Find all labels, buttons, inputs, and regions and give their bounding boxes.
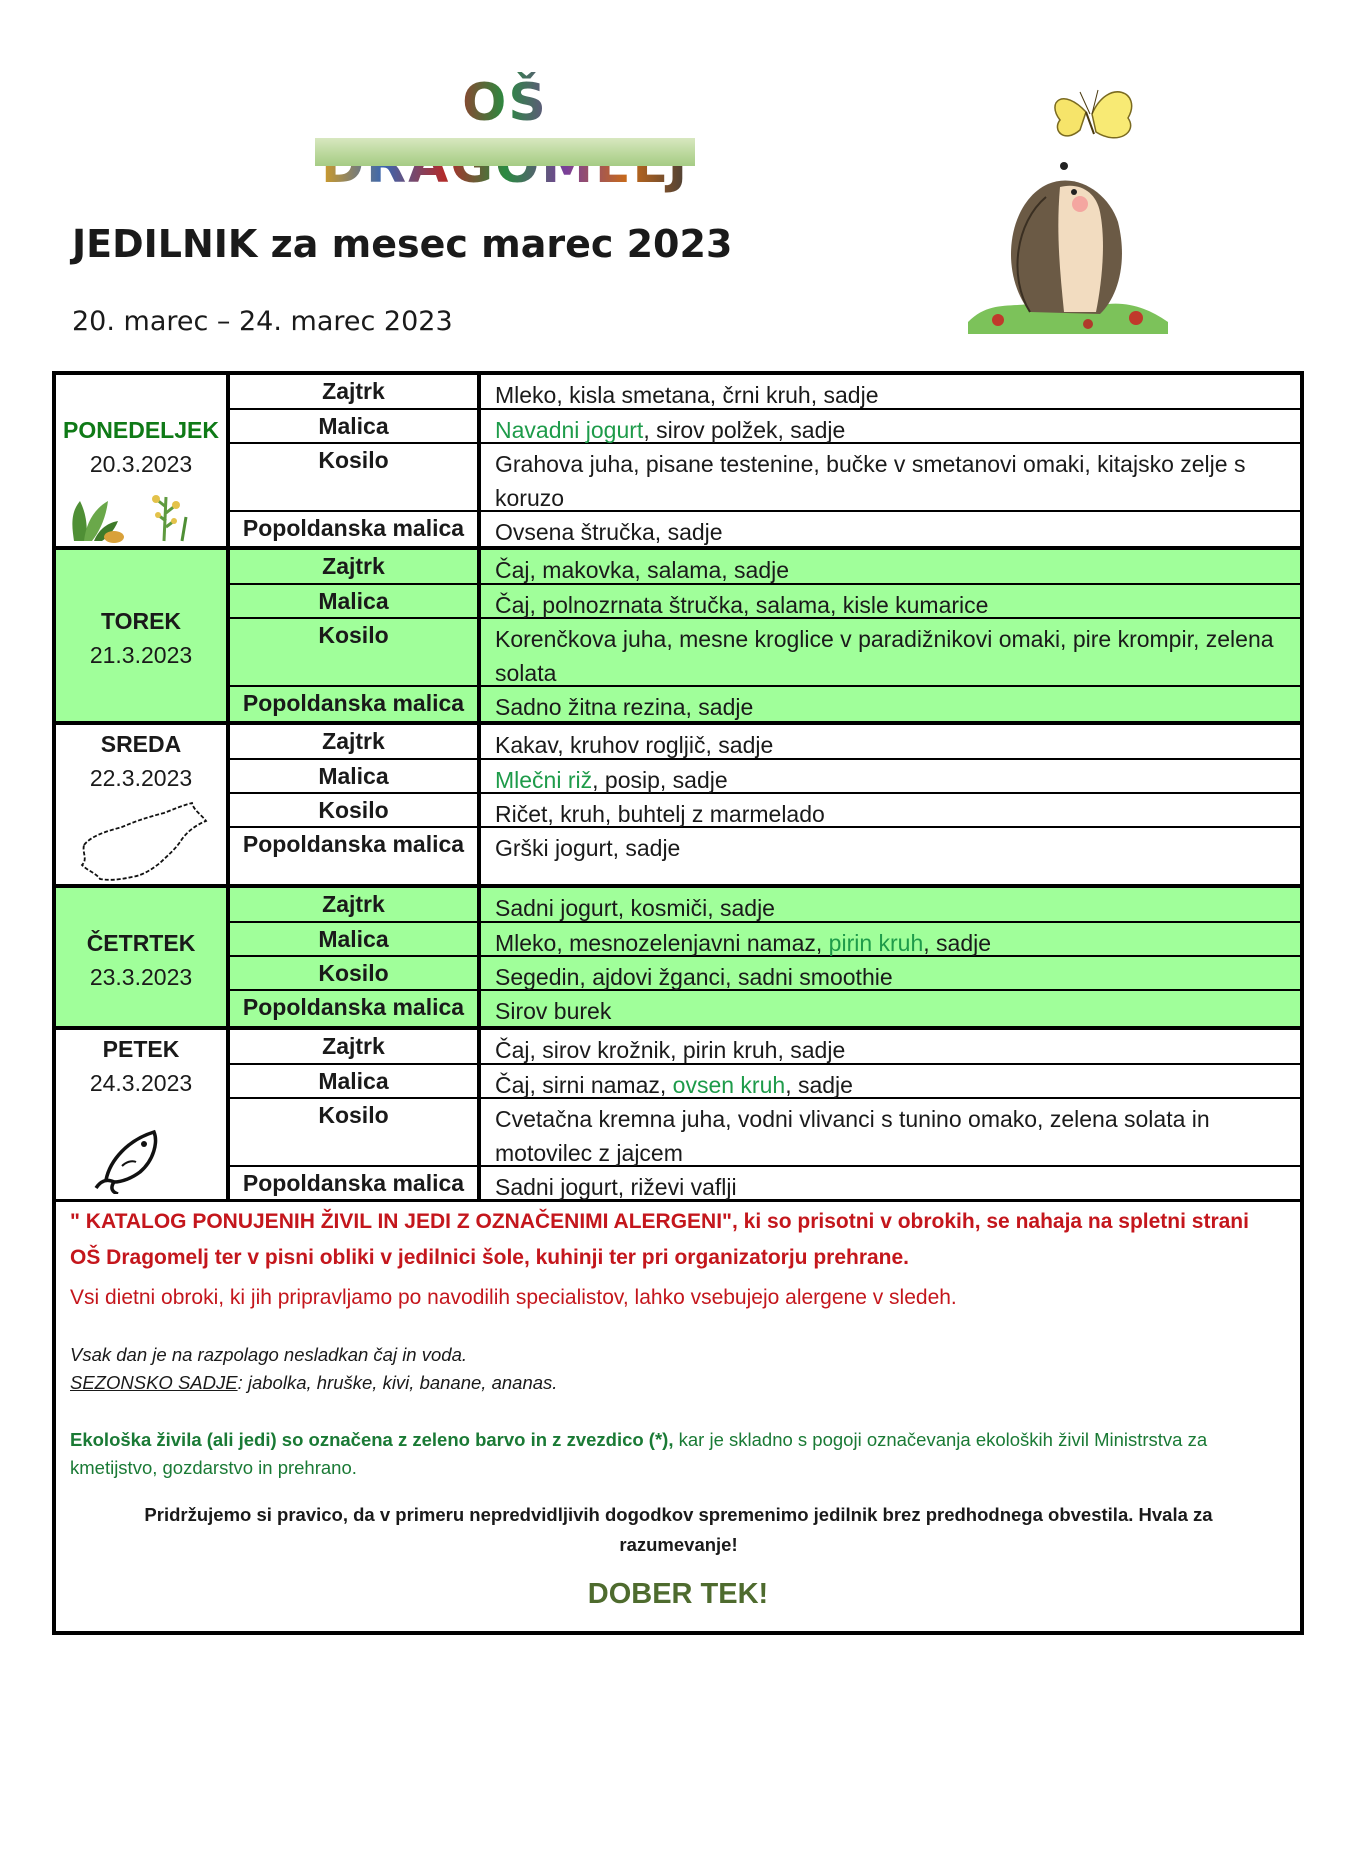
meal-items: Grahova juha, pisane testenine, bučke v smetanovi omaki, kitajsko zelje s koruzo xyxy=(495,451,1246,511)
eco-item: Navadni jogurt xyxy=(495,417,644,443)
eco-food-note xyxy=(70,1426,1285,1482)
slovenia-map-icon xyxy=(78,801,208,883)
day-name: PETEK xyxy=(102,1036,180,1062)
meal-items: Cvetačna kremna juha, vodni vlivanci s tunino omako, zelena solata in motovilec z jajcem xyxy=(495,1106,1210,1166)
diet-allergen-note: Vsi dietni obroki, ki jih pripravljamo po navodilih specialistov, lahko vsebujejo alergene v sledeh. xyxy=(70,1286,957,1309)
meal-items xyxy=(495,926,1290,960)
meal-row-malica xyxy=(230,760,1300,794)
eco-item: ovsen kruh xyxy=(672,1072,786,1098)
meal-row-popoldanska xyxy=(230,828,1300,884)
day-cell-tuesday xyxy=(56,550,230,721)
meal-items-rest: , sadje xyxy=(785,1072,853,1098)
meal-label: Kosilo xyxy=(230,794,481,826)
butterfly-icon xyxy=(1055,90,1132,138)
eco-item: pirin kruh xyxy=(828,930,924,956)
closing-greeting: DOBER TEK! xyxy=(587,1578,769,1610)
meal-items: Ovsena štručka, sadje xyxy=(495,519,723,545)
meal-items: Ričet, kruh, buhtelj z marmelado xyxy=(495,801,825,827)
meal-label: Popoldanska malica xyxy=(230,512,481,546)
meal-label: Malica xyxy=(230,585,481,617)
meal-items-pre: Mleko, mesnozelenjavni namaz, xyxy=(495,930,829,956)
meal-label: Kosilo xyxy=(230,619,481,685)
fish-icon xyxy=(92,1122,172,1194)
meal-row-malica xyxy=(230,923,1300,957)
meal-items: Sirov burek xyxy=(495,998,612,1024)
meal-items xyxy=(495,1068,1290,1102)
day-name: TOREK xyxy=(100,608,182,634)
meal-label: Malica xyxy=(230,1065,481,1097)
meal-label: Malica xyxy=(230,760,481,792)
day-block-thursday xyxy=(56,888,1300,1030)
meal-row-popoldanska xyxy=(230,991,1300,1026)
meal-items-rest: , sirov polžek, sadje xyxy=(643,417,846,443)
day-name: PONEDELJEK xyxy=(63,417,219,443)
meal-row-zajtrk xyxy=(230,375,1300,410)
meal-row-popoldanska xyxy=(230,687,1300,721)
meal-items: Mleko, kisla smetana, črni kruh, sadje xyxy=(495,382,879,408)
meal-row-kosilo xyxy=(230,444,1300,512)
menu-table xyxy=(52,371,1304,1635)
meal-label: Zajtrk xyxy=(230,375,481,408)
meal-items-rest: , posip, sadje xyxy=(592,767,728,793)
day-block-monday xyxy=(56,375,1300,550)
day-cell-friday xyxy=(56,1030,230,1199)
tea-water-note: Vsak dan je na razpolago nesladkan čaj in voda. xyxy=(70,1344,467,1365)
meal-items xyxy=(495,763,1290,797)
meal-label: Kosilo xyxy=(230,1099,481,1165)
seasonal-fruit-note xyxy=(70,1372,557,1394)
seasonal-fruit-list: : jabolka, hruške, kivi, banane, ananas. xyxy=(237,1372,558,1393)
meal-items: Grški jogurt, sadje xyxy=(495,835,681,861)
meal-label: Kosilo xyxy=(230,957,481,989)
meal-row-kosilo xyxy=(230,794,1300,828)
meal-label: Zajtrk xyxy=(230,725,481,758)
page-title: JEDILNIK za mesec marec 2023 xyxy=(72,222,733,266)
meal-label: Popoldanska malica xyxy=(230,1167,481,1199)
meal-items xyxy=(495,413,1290,447)
meal-label: Popoldanska malica xyxy=(230,991,481,1026)
week-date-range: 20. marec – 24. marec 2023 xyxy=(72,306,453,337)
meal-label: Popoldanska malica xyxy=(230,828,481,884)
meal-items: Čaj, polnozrnata štručka, salama, kisle kumarice xyxy=(495,592,989,618)
day-block-friday xyxy=(56,1030,1300,1202)
meal-row-popoldanska xyxy=(230,1167,1300,1199)
day-cell-wednesday xyxy=(56,725,230,884)
day-block-tuesday xyxy=(56,550,1300,725)
allergen-catalog-note: " KATALOG PONUJENIH ŽIVIL IN JEDI Z OZNAČENIMI ALERGENI", ki so prisotni v obrokih, se nahaja na spletni strani OŠ Dragomelj ter v pisni obliki v jedilnici šole, kuhinji ter pri organizatorju prehrane. xyxy=(70,1210,1249,1269)
meal-row-kosilo xyxy=(230,619,1300,687)
meal-label: Zajtrk xyxy=(230,888,481,921)
meal-items: Korenčkova juha, mesne kroglice v paradižnikovi omaki, pire krompir, zelena solata xyxy=(495,626,1274,686)
meal-items: Kakav, kruhov rogljič, sadje xyxy=(495,732,774,758)
eco-note-bold: Ekološka živila (ali jedi) so označena z zeleno barvo in z zvezdico (*), xyxy=(70,1429,674,1450)
meal-row-kosilo xyxy=(230,957,1300,991)
day-cell-monday xyxy=(56,375,230,546)
eco-item: Mlečni riž xyxy=(495,767,593,793)
meal-label: Zajtrk xyxy=(230,550,481,583)
meal-label: Popoldanska malica xyxy=(230,687,481,721)
logo-grass-strip xyxy=(315,138,695,166)
day-date: 20.3.2023 xyxy=(89,451,193,477)
meal-items-pre: Čaj, sirni namaz, xyxy=(495,1072,673,1098)
meal-items-rest: , sadje xyxy=(923,930,992,956)
day-date: 22.3.2023 xyxy=(89,765,193,791)
meal-row-popoldanska xyxy=(230,512,1300,546)
meal-items: Čaj, sirov krožnik, pirin kruh, sadje xyxy=(495,1037,846,1063)
meal-row-zajtrk xyxy=(230,550,1300,585)
meal-items: Sadni jogurt, riževi vaflji xyxy=(495,1174,737,1200)
meal-label: Zajtrk xyxy=(230,1030,481,1063)
meal-label: Malica xyxy=(230,410,481,442)
meal-row-kosilo xyxy=(230,1099,1300,1167)
day-date: 24.3.2023 xyxy=(89,1070,193,1096)
meal-items: Čaj, makovka, salama, sadje xyxy=(495,557,790,583)
seasonal-fruit-label: SEZONSKO SADJE xyxy=(70,1372,238,1393)
day-name: ČETRTEK xyxy=(86,930,196,956)
school-logo xyxy=(315,72,695,166)
meal-row-malica xyxy=(230,1065,1300,1099)
day-cell-thursday xyxy=(56,888,230,1026)
meal-row-zajtrk xyxy=(230,888,1300,923)
vegetables-icon xyxy=(64,487,199,543)
meal-row-malica xyxy=(230,410,1300,444)
meal-row-zajtrk xyxy=(230,725,1300,760)
meal-items: Sadni jogurt, kosmiči, sadje xyxy=(495,895,775,921)
hedgehog-butterfly-illustration xyxy=(968,72,1168,342)
meal-items: Sadno žitna rezina, sadje xyxy=(495,694,754,720)
meal-items: Segedin, ajdovi žganci, sadni smoothie xyxy=(495,964,893,990)
meal-label: Malica xyxy=(230,923,481,955)
day-date: 23.3.2023 xyxy=(89,964,193,990)
day-date: 21.3.2023 xyxy=(89,642,193,668)
meal-row-malica xyxy=(230,585,1300,619)
eco-note-rest: kar je skladno s pogoji označevanja ekoloških živil Ministrstva za kmetijstvo, gozdarstvo in prehrano. xyxy=(70,1429,1208,1478)
school-logo-text: OŠ xyxy=(315,72,695,196)
day-name: SREDA xyxy=(100,731,182,757)
menu-change-reserve-note: Pridržujemo si pravico, da v primeru nepredvidljivih dogodkov spremenimo jedilnik brez predhodnega obvestila. Hvala za razumevanje! xyxy=(144,1504,1213,1555)
meal-row-zajtrk xyxy=(230,1030,1300,1065)
meal-label: Kosilo xyxy=(230,444,481,510)
day-block-wednesday xyxy=(56,725,1300,888)
